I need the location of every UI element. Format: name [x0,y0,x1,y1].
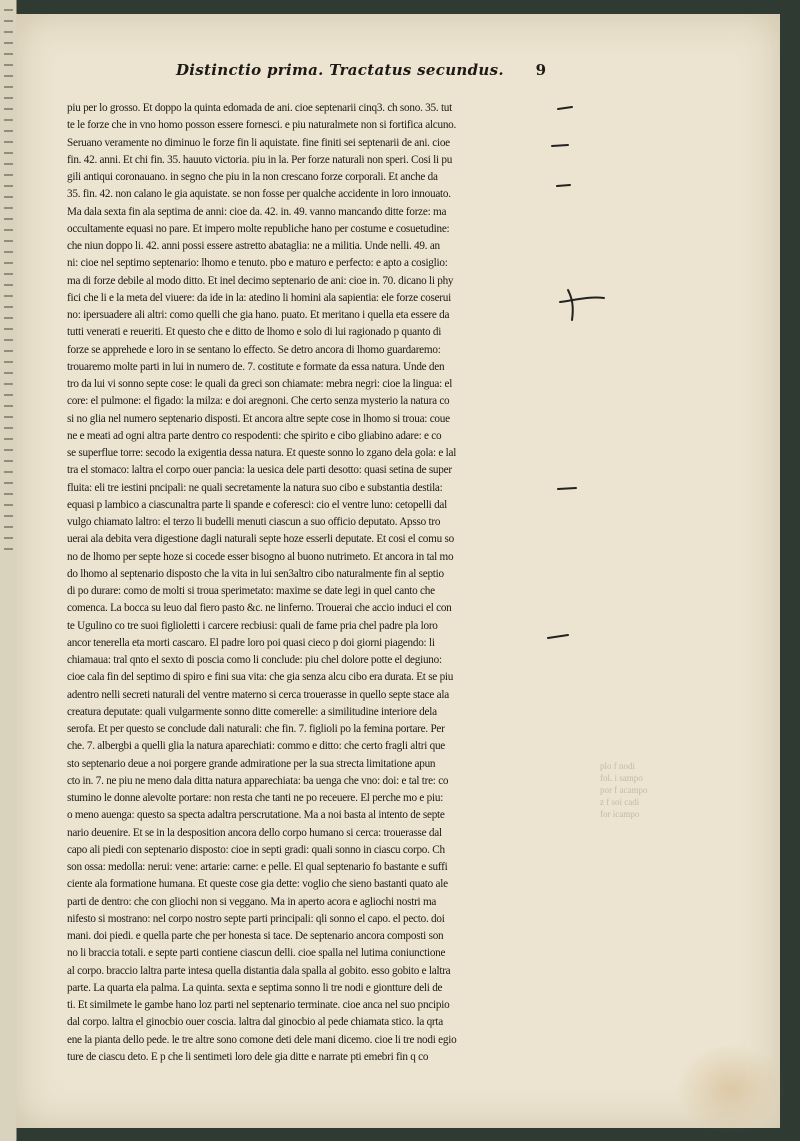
text-line: ne e meati ad ogni altra parte dentro co respodenti: che spirito e cibo gliabino adare: e co [67,429,442,442]
text-line: chiamaua: tral qnto el sexto di poscia como li conclude: piu chel dolore potte el degiuno: [67,654,442,666]
text-line: uerai ala debita vera digestione dagli naturali septe hoze esserli deputate. Et cosi el comu so [67,533,454,546]
text-line: che. 7. albergbi a quelli glia la natura aparechiati: commo e ditto: che certo fragli altri que [67,740,446,753]
text-line: ni: cioe nel septimo septenario: lhomo e tenuto. pbo e maturo e perfecto: e apto a cosiglio: [67,257,448,270]
text-line: core: el pulmone: el figado: la milza: e doi aregnoni. Che certo senza mysterio la natura co [67,395,450,408]
text-line: ene la pianta dello pede. le tre altre sono comone deti dele mani dicemo. cioe li tre nodi egio [67,1033,457,1046]
main-text-block [67,100,551,1066]
text-line: gili antiqui coronauano. in segno che piu in la non crescano forze corporali. Et anche da [67,171,438,183]
text-line: serofa. Et per questo se conclude dali naturali: che fin. 7. figlioli po la femina portare. Per [67,723,445,735]
text-line: parte. La quarta ela palma. La quinta. sexta e septima sonno li tre nodi e giontture deli de [67,981,443,994]
text-line: tra el stomaco: laltra el corpo ouer pancia: la uesica dele parti desotto: quasi setina de super [67,464,452,477]
text-line: ti. Et similmete le gambe hano loz parti nel septenario terminate. cioe anca nel suo pncipio [67,999,450,1011]
text-line: forze se apprehede e loro in se sentano lo effecto. Se detro ancora di lhomo guardaremo: [67,343,441,356]
text-line: equasi p lambico a ciascunaltra parte li spande e coferesci: cio el ventre luno: cetopelli dal [67,498,448,511]
text-line: no de lhomo per septe hoze si cocede esser bisogno al buono nutrimeto. Et ancora in tal mo [67,550,454,563]
text-line: fluita: eli tre iestini pncipali: ne quali secretamente la natura suo cibo e substantia destila: [67,481,443,494]
text-line: trouaremo molte parti in lui in numero de. 7. costitute e formate da essa natura. Unde den [67,360,445,373]
text-line: fici che li e la meta del viuere: da ide in la: atedino li homini ala sapientia: ele forze coserui [67,291,451,304]
text-line: stumino le donne alevolte portare: non resta che tanti ne po receuere. El perche mo e piu: [67,792,444,804]
text-line: piu per lo grosso. Et doppo la quinta edomada de ani. cioe septenarii cinq3. ch sono. 35. tut [67,102,453,114]
text-line: occultamente equasi no pare. Et impero molte republiche hano per costume e cosuetudine: [67,222,450,235]
text-line: vulgo chiamato laltro: el terzo li budelli menuti ciascun a suo officio deputato. Apsso tro [67,516,441,528]
paper-stain [676,1044,786,1134]
text-line: comenca. La bocca su leuo dal fiero pasto &c. ne linferno. Trouerai che accio induci el con [67,602,452,615]
text-line: tutti venerati e reueriti. Et questo che e ditto de lhomo e solo di lui ragionado p quanto di [67,326,442,339]
text-line: do lhomo al septenario disposto che la vita in lui sen3altro cibo naturalmente fin al septio [67,567,444,580]
text-line: si no glia nel numero septenario disposti. Et ancora altre septe cose in lhomo si troua: coue [67,412,450,425]
text-line: ancor tenerella eta morti cascaro. El padre loro poi quasi cieco p doi giorni piagendo: li [67,636,435,649]
header-title: Distinctio prima. Tractatus secundus. [176,61,504,79]
text-line: te Ugulino co tre suoi figlioletti i carcere recbiusi: quali de fame pria chel padre pla loro [67,619,438,632]
text-line: Seruano veramente no diminuo le forze fin li aquistate. fine finiti sei septenarii de ani. cioe [67,136,450,149]
text-line: ciente ala formatione humana. Et queste cose gia dette: voglio che sieno bastanti quato ale [67,878,448,891]
text-line: nifesto si mostrano: nel corpo nostro septe parti principali: qli sonno el capo. el pecto. doi [67,912,445,925]
text-line: tro da lui vi sonno septe cose: le quali da greci son chiamate: mebra negri: cioe la lingua: el [67,378,453,390]
text-line: al corpo. braccio laltra parte intesa quella distantia dala spalla al gobito. esso gobito e laltra [67,964,451,977]
text-line: ture de ciascu deto. E p che li sentimeti loro dele gia ditte e narrate pti emebri fin q co [67,1050,429,1063]
text-line: sto septenario deue a noi porgere grande admiratione per la sua strecta limitatione apun [67,757,436,770]
text-line: parti de dentro: che con gliochi non si veggano. Ma in aperto acora e agliochi nostri ma [67,895,437,908]
text-line: ma di forze debile al modo ditto. Et inel decimo septenario de ani: cioe in. 70. dicano li phy [67,274,454,287]
text-line: nario deuenire. Et se in la desposition ancora dello corpo humano si cerca: trouerasse dal [67,826,442,839]
text-line: Ma dala sexta fin ala septima de anni: cioe da. 42. in. 49. vanno mancando ditte forze: ma [67,205,447,218]
text-line: capo ali piedi con septenario disposto: cioe in septi gradi: quali sonno in ciascu corpo. Ch [67,843,445,856]
text-line: che niun doppo li. 42. anni possi essere astretto abataglia: ne a militia. Unde nelli. 49. an [67,240,440,252]
text-line: se superflue torre: secodo la exigentia dessa natura. Et queste sonno lo zgano dela gola: e lal [67,447,457,459]
text-line: no: ipersuadere ali altri: como quelli che gia hano. puato. Et meritano i quella eta essere da [67,309,450,321]
text-line: o meno auenga: questo sa specta adaltra perscrutatione. Ma a noi basta al intento de septe [67,809,445,822]
text-line: creatura deputate: quali vulgarmente sonno ditte comerelle: a similitudine interiore dela [67,705,437,718]
folio-number: 9 [535,61,546,79]
running-header [176,61,546,87]
text-line: no li braccia totali. e septe parti contiene ciascun delli. cioe spalla nel lutima coniunctione [67,947,446,960]
text-line: cioe cala fin del septimo di spiro e fini sua vita: che gia senza alcu cibo era durata. Et se piu [67,671,454,684]
text-line: di po durare: como de molti si troua sperimetato: maxime se date legi in quel canto che [67,585,435,597]
text-line: adentro nelli secreti naturali del ventre materno si cerca trouerasse in quello septe stace ala [67,688,449,701]
text-line: 35. fin. 42. non calano le gia aquistate. se non fosse per qualche accidente in loro innouato. [67,188,451,201]
text-line: fin. 42. anni. Et chi fin. 35. hauuto victoria. piu in la. Per forze naturali non speri. Cosi li pu [67,153,453,166]
text-line: te le forze che in vno homo posson essere fornesci. e piu naturalmete non si fortifica alcuno. [67,119,457,132]
text-line: dal corpo. laltra el ginocbio ouer coscia. laltra dal ginocbio al pede chiamata stico. la qrta [67,1016,443,1029]
show-through-text: plo f nodi fol. i sampo por f acampo z f soi cadi for icampo [600,761,648,819]
text-line: son ossa: medolla: nerui: vene: artarie: carne: e pelle. El qual septenario fo bastante e suffi [67,861,448,873]
text-line: cto in. 7. ne piu ne meno dala ditta natura apparechiata: ba uenga che vno: doi: e tal tre: co [67,774,449,787]
text-line: mani. doi piedi. e quella parte che per honesta si tace. De septenario ancora composti son [67,930,444,942]
adjacent-page-edge [0,0,17,1141]
